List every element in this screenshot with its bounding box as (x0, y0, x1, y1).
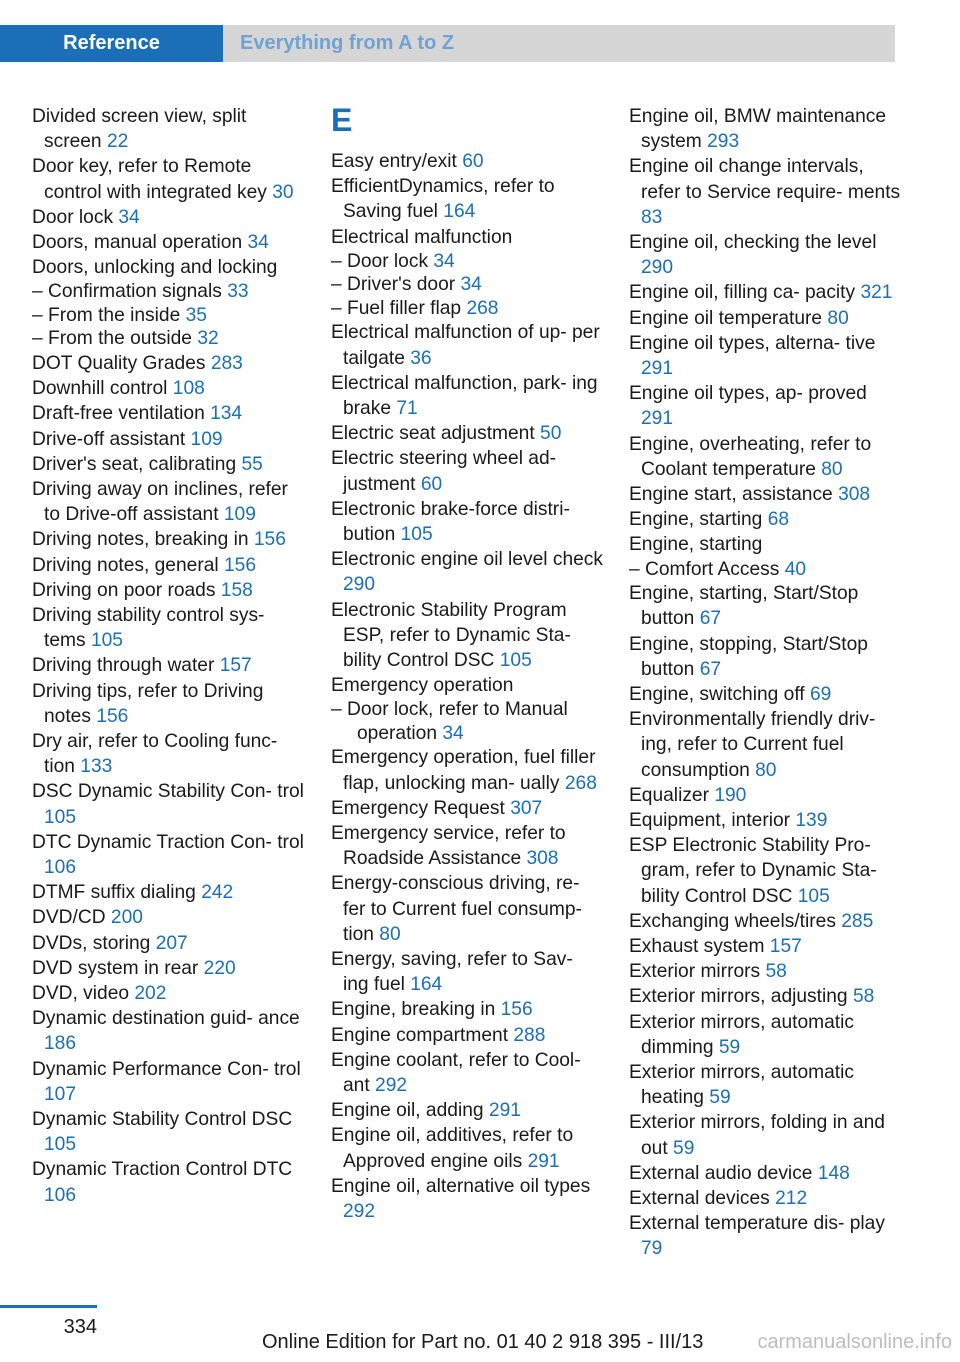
page-reference-link[interactable]: 156 (96, 705, 129, 727)
entry-text: Engine, breaking in (331, 999, 496, 1021)
index-entry (32, 401, 304, 426)
index-entry (331, 821, 603, 871)
index-entry (331, 547, 603, 597)
entry-text: Engine oil, BMW maintenance system (629, 106, 887, 153)
index-entry (629, 1010, 904, 1060)
index-entry (32, 527, 304, 552)
index-entry (629, 306, 904, 331)
page-reference-link[interactable]: 22 (106, 131, 129, 153)
page-reference-link[interactable]: 207 (155, 932, 188, 954)
page-reference-link[interactable]: 80 (379, 923, 401, 945)
entry-text: Exterior mirrors, automatic heating (629, 1062, 854, 1109)
page-reference-link[interactable]: 59 (673, 1137, 695, 1159)
index-entry (629, 331, 904, 381)
page-reference-link[interactable]: 212 (775, 1188, 808, 1210)
index-entry (32, 905, 304, 930)
index-entry (331, 1048, 603, 1098)
page-reference-link[interactable]: 158 (220, 579, 253, 601)
index-entry (32, 779, 304, 829)
entry-text: Electrical malfunction (331, 226, 513, 248)
entry-text: External devices (629, 1188, 770, 1210)
entry-text: – Door lock, refer to Manual operation (331, 699, 568, 744)
entry-text: Engine, stopping, Start/Stop button (629, 633, 868, 680)
index-entry (32, 205, 304, 230)
page-reference-link[interactable]: 33 (227, 281, 249, 303)
page-reference-link[interactable]: 220 (203, 957, 236, 979)
entry-text: DVD/CD (32, 907, 106, 929)
entry-text: Exterior mirrors, folding in and out (629, 1112, 885, 1159)
index-entry (32, 154, 304, 204)
index-entry (32, 1107, 304, 1157)
index-entry (331, 1174, 603, 1224)
page-reference-link[interactable]: 109 (190, 428, 223, 450)
page-reference-link[interactable]: 164 (410, 974, 443, 996)
page-reference-link[interactable]: 292 (375, 1075, 408, 1096)
index-entry (629, 1110, 904, 1160)
entry-text: Exchanging wheels/tires (629, 910, 836, 932)
page-reference-link[interactable]: 34 (460, 274, 482, 296)
page-reference-link[interactable]: 107 (44, 1083, 77, 1105)
index-entry (629, 432, 904, 482)
page-number: 334 (63, 1316, 97, 1338)
entry-text: Equalizer (629, 784, 709, 806)
page-reference-link[interactable]: 156 (224, 554, 257, 576)
page-reference-link[interactable]: 35 (185, 304, 207, 326)
entry-text: Engine coolant, refer to Cool‐ ant (331, 1049, 581, 1096)
entry-text: Doors, unlocking and locking (32, 257, 278, 279)
entry-text: – From the outside (32, 328, 192, 350)
page-reference-link[interactable]: 292 (343, 1201, 376, 1223)
page-reference-link[interactable]: 106 (44, 856, 77, 878)
entry-text: Doors, manual operation (32, 232, 243, 254)
footer-edition: Online Edition for Part no. 01 40 2 918 395 - III/13 (262, 1331, 704, 1353)
entry-text: Engine oil change intervals, refer to Service require‐ ments (629, 156, 901, 203)
entry-text: Dynamic Performance Con‐ trol (32, 1058, 301, 1080)
page-reference-link[interactable]: 134 (210, 403, 243, 425)
index-entry (32, 679, 304, 729)
entry-text: – Door lock (331, 250, 429, 272)
page-reference-link[interactable]: 69 (809, 683, 832, 705)
page-reference-link[interactable]: 68 (767, 509, 790, 531)
page-reference-link[interactable]: 40 (784, 558, 807, 580)
entry-text: Downhill control (32, 378, 168, 400)
entry-text: Engine oil types, alterna‐ tive (629, 332, 876, 354)
entry-text: Driving stability control sys‐ tems (32, 604, 265, 652)
index-entry (331, 871, 603, 947)
page-reference-link[interactable]: 291 (488, 1100, 521, 1122)
index-entry (331, 1098, 603, 1123)
entry-text: Energy-conscious driving, re‐ fer to Current fuel consump‐ tion (331, 873, 582, 945)
index-entry (331, 745, 603, 795)
entry-text: Emergency service, refer to Roadside Assistance (331, 822, 566, 870)
entry-text: Driving tips, refer to Driving notes (32, 680, 264, 727)
page-reference-link[interactable]: 59 (709, 1087, 731, 1109)
entry-text: Dynamic Stability Control DSC (32, 1109, 293, 1131)
index-entry (629, 682, 904, 707)
index-entry (32, 956, 304, 981)
entry-text: Electrical malfunction, park‐ ing brake (331, 372, 598, 419)
entry-text: Electric steering wheel ad‐ justment (331, 448, 557, 495)
index-sub-entry (32, 327, 304, 351)
entry-text: Exterior mirrors (629, 961, 761, 983)
entry-text: DSC Dynamic Stability Con‐ trol (32, 781, 304, 803)
index-sub-entry (331, 250, 603, 274)
index-entry (331, 947, 603, 997)
page-reference-link[interactable]: 308 (838, 484, 871, 506)
entry-text: Engine, starting (629, 509, 763, 531)
page-reference-link[interactable]: 156 (500, 999, 533, 1021)
index-entry (629, 507, 904, 532)
index-column-2 (331, 104, 603, 1224)
page-reference-link[interactable]: 58 (765, 961, 787, 983)
page-reference-link[interactable]: 34 (118, 206, 140, 228)
entry-text: Door key, refer to Remote control with integrated key (32, 156, 267, 203)
entry-text: Environmentally friendly driv‐ ing, refer to Current fuel consumption (629, 709, 876, 781)
page-reference-link[interactable]: 60 (462, 151, 484, 172)
page-reference-link[interactable]: 80 (827, 307, 849, 329)
page-reference-link[interactable]: 105 (400, 523, 433, 545)
index-sub-entry (331, 297, 603, 321)
page-reference-link[interactable]: 105 (499, 649, 532, 671)
page-reference-link[interactable]: 283 (210, 352, 243, 374)
entry-text: Door lock (32, 206, 114, 228)
index-entry (32, 230, 304, 255)
entry-text: Engine oil, alternative oil types (331, 1175, 591, 1197)
page-reference-link[interactable]: 109 (223, 504, 256, 526)
page-reference-link[interactable]: 157 (769, 936, 802, 957)
entry-text: Engine oil, filling ca‐ pacity (629, 282, 856, 304)
entry-text: Electronic Stability Program ESP, refer to Dynamic Sta‐ bility Control DSC (331, 599, 571, 671)
page-reference-link[interactable]: 290 (343, 574, 376, 596)
page-reference-link[interactable]: 293 (707, 131, 740, 153)
index-entry (331, 673, 603, 698)
page-reference-link[interactable]: 268 (466, 297, 499, 319)
index-entry (331, 174, 603, 224)
entry-text: Drive-off assistant (32, 428, 186, 450)
entry-text: External audio device (629, 1162, 813, 1184)
index-entry (32, 729, 304, 779)
page-reference-link[interactable]: 34 (433, 250, 455, 272)
entry-text: Engine, switching off (629, 683, 805, 705)
page-reference-link[interactable]: 83 (641, 206, 663, 228)
entry-text: Engine, starting, Start/Stop button (629, 583, 859, 630)
index-letter-heading: E (331, 102, 353, 138)
page-reference-link[interactable]: 291 (527, 1150, 560, 1172)
entry-text: Draft-free ventilation (32, 403, 205, 425)
index-entry (629, 532, 904, 557)
entry-text: Easy entry/exit (331, 151, 457, 172)
index-entry (32, 477, 304, 527)
entry-text: Driving notes, general (32, 554, 219, 576)
index-entry (32, 830, 304, 880)
entry-text: Engine oil types, ap‐ proved (629, 383, 867, 405)
entry-text: – Fuel filler flap (331, 297, 462, 319)
entry-text: Dry air, refer to Cooling func‐ tion (32, 730, 278, 778)
page-reference-link[interactable]: 268 (564, 772, 597, 794)
page-reference-link[interactable]: 59 (718, 1036, 741, 1058)
page-reference-link[interactable]: 307 (510, 797, 543, 819)
entry-text: Engine oil, adding (331, 1100, 484, 1122)
entry-text: DTMF suffix dialing (32, 882, 196, 904)
entry-text: DOT Quality Grades (32, 352, 206, 374)
entry-text: ESP Electronic Stability Pro‐ gram, refer to Dynamic Sta‐ bility Control DSC (629, 835, 877, 907)
index-entry (629, 482, 904, 507)
entry-text: Emergency Request (331, 797, 505, 819)
page-reference-link[interactable]: 80 (755, 759, 777, 781)
page-reference-link[interactable]: 32 (197, 328, 219, 350)
watermark: carmanualsonline.info (757, 1331, 952, 1353)
entry-text: Dynamic destination guid‐ ance (32, 1008, 300, 1030)
index-entry (629, 909, 904, 934)
entry-text: Exhaust system (629, 936, 765, 957)
index-entry (32, 104, 304, 154)
index-entry (331, 497, 603, 547)
entry-text: Engine compartment (331, 1024, 509, 1046)
page-reference-link[interactable]: 55 (241, 453, 263, 475)
entry-text: DVDs, storing (32, 932, 151, 954)
page-reference-link[interactable]: 148 (817, 1162, 850, 1184)
entry-text: External temperature dis‐ play (629, 1213, 885, 1235)
index-entry (629, 1211, 904, 1261)
index-sub-entry (331, 698, 603, 745)
page-reference-link[interactable]: 190 (714, 784, 747, 806)
index-entry (331, 997, 603, 1022)
page-reference-link[interactable]: 108 (172, 378, 205, 400)
index-entry (629, 381, 904, 431)
page-reference-link[interactable]: 285 (841, 910, 874, 932)
entry-text: Driver's seat, calibrating (32, 453, 237, 475)
page-reference-link[interactable]: 58 (852, 986, 875, 1008)
entry-text: Emergency operation, fuel filler flap, unlocking man‐ ually (331, 747, 596, 794)
page-reference-link[interactable]: 291 (641, 408, 674, 430)
index-entry (331, 371, 603, 421)
index-column-3 (629, 104, 904, 1262)
index-sub-entry (32, 280, 304, 304)
page-reference-link[interactable]: 288 (513, 1024, 546, 1046)
page-reference-link[interactable]: 36 (410, 347, 432, 369)
page-reference-link[interactable]: 50 (540, 423, 562, 445)
header-section-title: Everything from A to Z (240, 32, 455, 54)
index-entry (331, 225, 603, 250)
index-entry (32, 880, 304, 905)
page-reference-link[interactable]: 139 (795, 809, 828, 831)
page-reference-link[interactable]: 164 (443, 201, 476, 223)
index-sub-entry (629, 558, 904, 582)
index-entry (331, 149, 603, 174)
index-entry (32, 1057, 304, 1107)
index-entry (629, 934, 904, 959)
index-entry (629, 581, 904, 631)
entry-text: Engine start, assistance (629, 484, 833, 506)
entry-text: Engine, overheating, refer to Coolant temperature (629, 433, 872, 480)
page-reference-link[interactable]: 30 (272, 181, 294, 203)
index-entry (32, 351, 304, 376)
entry-text: – Comfort Access (629, 558, 780, 580)
header-tab-reference: Reference (0, 25, 223, 62)
entry-text: Engine oil, additives, refer to Approved engine oils (331, 1125, 574, 1172)
page-reference-link[interactable]: 186 (44, 1033, 77, 1055)
entry-text: Electric seat adjustment (331, 423, 535, 445)
index-entry (32, 376, 304, 401)
index-entry (331, 421, 603, 446)
entry-text: – From the inside (32, 304, 181, 326)
index-entry (629, 280, 904, 305)
page-reference-link[interactable]: 133 (80, 756, 113, 778)
page-reference-link[interactable]: 202 (134, 983, 167, 1004)
page-reference-link[interactable]: 80 (821, 458, 843, 480)
index-entry (629, 1161, 904, 1186)
page-reference-link[interactable]: 105 (90, 630, 123, 652)
page-reference-link[interactable]: 67 (699, 658, 722, 680)
page-number-rule (0, 1305, 97, 1308)
page-reference-link[interactable]: 242 (201, 882, 234, 904)
index-column-1 (32, 104, 304, 1208)
index-entry (331, 446, 603, 496)
index-entry (629, 104, 904, 154)
entry-text: Equipment, interior (629, 809, 791, 831)
entry-text: – Driver's door (331, 274, 456, 296)
entry-text: Energy, saving, refer to Sav‐ ing fuel (331, 948, 573, 996)
index-entry (32, 578, 304, 603)
entry-text: Engine oil temperature (629, 307, 823, 329)
index-entry (331, 320, 603, 370)
index-entry (331, 598, 603, 674)
entry-text: Electronic brake-force distri‐ bution (331, 498, 570, 545)
index-entry (331, 796, 603, 821)
index-entry (629, 230, 904, 280)
entry-text: Emergency operation (331, 675, 514, 697)
index-entry (629, 783, 904, 808)
page-reference-link[interactable]: 71 (396, 397, 418, 419)
index-entry (629, 833, 904, 909)
index-entry (32, 653, 304, 678)
entry-text: Engine, starting (629, 534, 763, 556)
page-reference-link[interactable]: 290 (641, 257, 674, 279)
page-reference-link[interactable]: 156 (253, 529, 286, 551)
page-reference-link[interactable]: 308 (526, 848, 559, 870)
index-entry (331, 1023, 603, 1048)
entry-text: Driving through water (32, 655, 215, 677)
entry-text: Exterior mirrors, adjusting (629, 986, 848, 1008)
index-entry (629, 1060, 904, 1110)
entry-text: Engine oil, checking the level (629, 232, 877, 254)
index-entry (32, 553, 304, 578)
entry-text: Driving notes, breaking in (32, 529, 249, 551)
index-entry (629, 959, 904, 984)
entry-text: Dynamic Traction Control DTC (32, 1159, 293, 1181)
entry-text: Electronic engine oil level check (331, 549, 603, 571)
page-reference-link[interactable]: 291 (641, 358, 674, 380)
page-reference-link[interactable]: 34 (442, 722, 464, 744)
page-reference-link[interactable]: 321 (860, 282, 893, 304)
index-entry (32, 981, 304, 1006)
index-entry (32, 931, 304, 956)
entry-text: Driving on poor roads (32, 579, 216, 601)
index-entry (629, 707, 904, 783)
index-entry (32, 1006, 304, 1056)
index-entry (629, 984, 904, 1009)
entry-text: – Confirmation signals (32, 281, 222, 303)
page-reference-link[interactable]: 79 (641, 1238, 663, 1260)
page-reference-link[interactable]: 200 (110, 907, 143, 929)
index-sub-entry (32, 304, 304, 328)
index-entry (629, 1186, 904, 1211)
page-reference-link[interactable]: 67 (699, 608, 722, 630)
index-entry (331, 1123, 603, 1173)
entry-text: Exterior mirrors, automatic dimming (629, 1011, 854, 1058)
entry-text: DVD system in rear (32, 957, 199, 979)
index-entry (629, 632, 904, 682)
index-sub-entry (331, 273, 603, 297)
index-entry (32, 603, 304, 653)
index-entry (32, 427, 304, 452)
entry-text: Divided screen view, split screen (32, 106, 247, 153)
page-reference-link[interactable]: 105 (44, 806, 77, 828)
page-reference-link[interactable]: 34 (247, 232, 269, 254)
entry-text: Driving away on inclines, refer to Drive-off assistant (32, 478, 288, 526)
page-reference-link[interactable]: 106 (44, 1184, 77, 1206)
entry-text: DTC Dynamic Traction Con‐ trol (32, 831, 304, 853)
page-reference-link[interactable]: 105 (797, 885, 830, 907)
page-reference-link[interactable]: 105 (44, 1134, 77, 1156)
index-entry (32, 1157, 304, 1207)
index-entry (32, 255, 304, 280)
entry-text: EfficientDynamics, refer to Saving fuel (331, 176, 555, 223)
index-entry (32, 452, 304, 477)
entry-text: DVD, video (32, 983, 130, 1004)
entry-text: Electrical malfunction of up‐ per tailgate (331, 322, 600, 369)
index-entry (629, 154, 904, 230)
index-entry (629, 808, 904, 833)
page-reference-link[interactable]: 60 (420, 473, 443, 495)
page-reference-link[interactable]: 157 (219, 655, 252, 677)
